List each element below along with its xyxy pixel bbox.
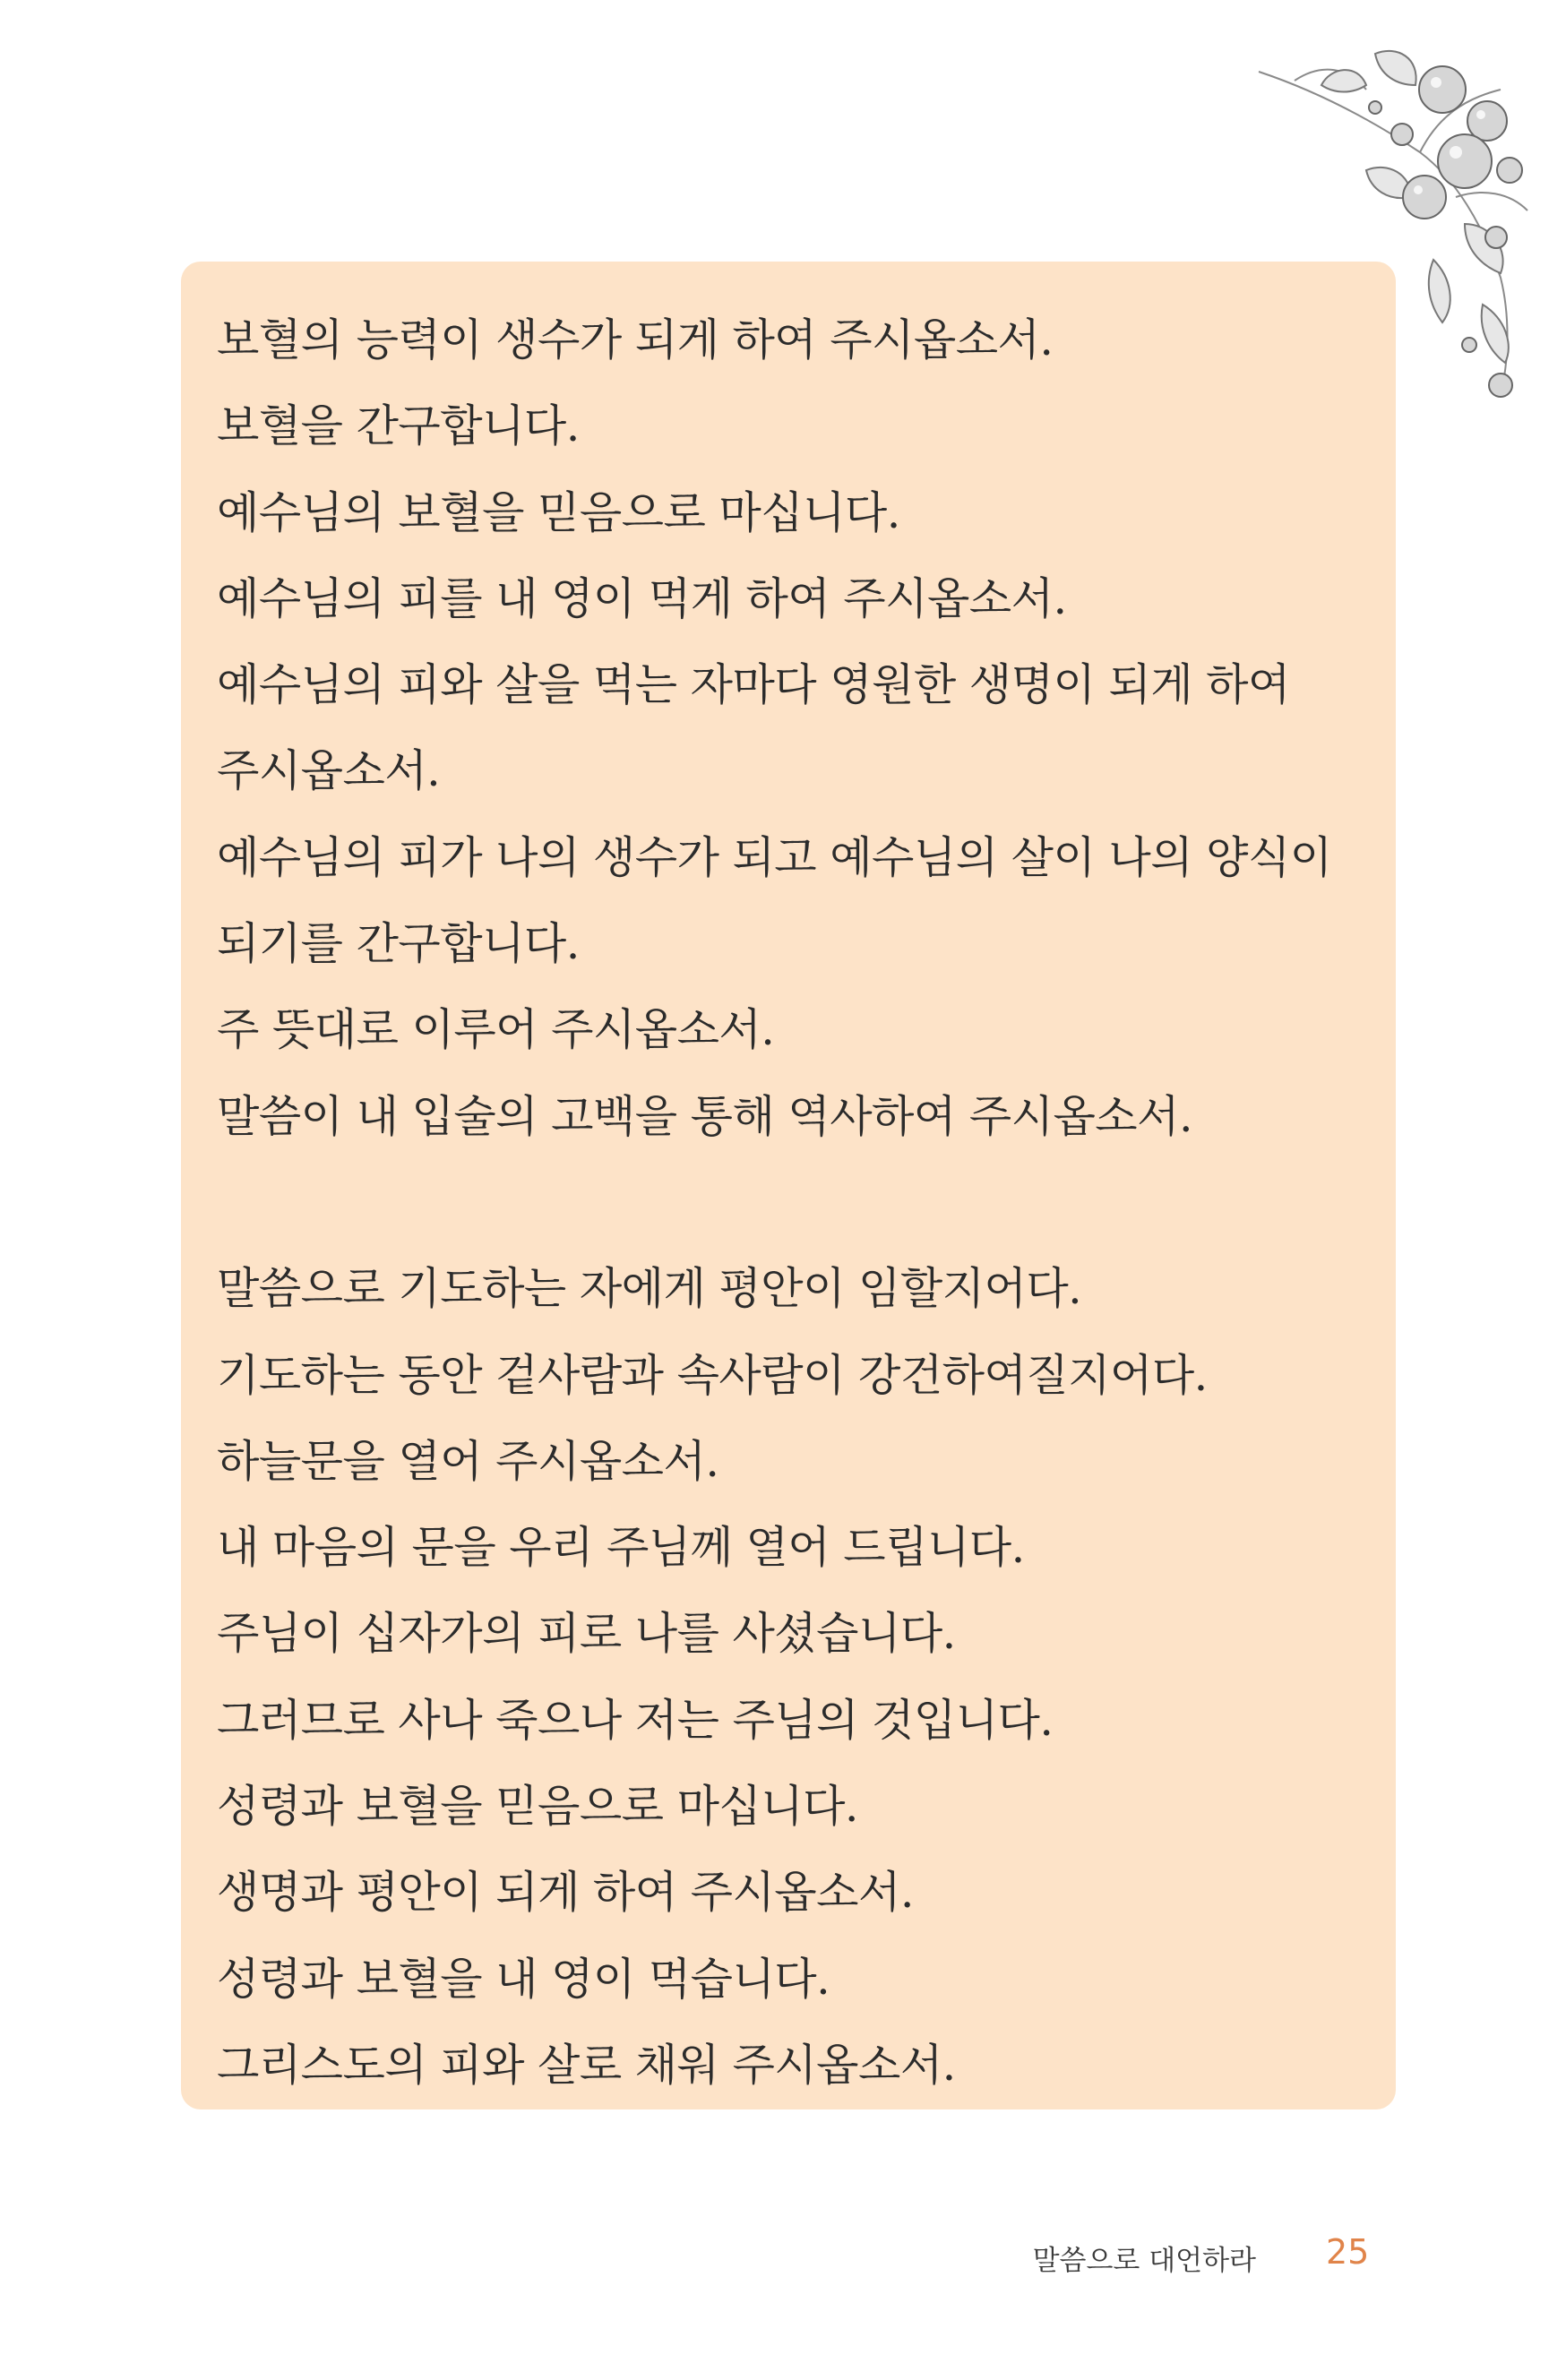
prayer-line: 보혈의 능력이 생수가 되게 하여 주시옵소서. [217, 314, 1054, 365]
prayer-line: 주시옵소서. [217, 745, 441, 797]
prayer-line: 생명과 평안이 되게 하여 주시옵소서. [217, 1867, 914, 1919]
prayer-line: 성령과 보혈을 믿음으로 마십니다. [217, 1781, 858, 1833]
prayer-line: 예수님의 피를 내 영이 먹게 하여 주시옵소서. [217, 572, 1067, 624]
prayer-line: 그리스도의 피와 살로 채워 주시옵소서. [217, 2039, 956, 2091]
prayer-line: 예수님의 보혈을 믿음으로 마십니다. [217, 486, 900, 538]
prayer-line: 되기를 간구합니다. [217, 918, 580, 970]
page-number: 25 [1326, 2232, 1370, 2272]
prayer-line: 성령과 보혈을 내 영이 먹습니다. [217, 1953, 830, 2005]
prayer-line: 말씀으로 기도하는 자에게 평안이 임할지어다. [217, 1263, 1082, 1315]
prayer-line: 예수님의 피가 나의 생수가 되고 예수님의 살이 나의 양식이 [217, 831, 1332, 883]
page-footer [0, 2232, 1566, 2277]
prayer-line: 예수님의 피와 살을 먹는 자마다 영원한 생명이 되게 하여 [217, 659, 1290, 711]
prayer-line: 그러므로 사나 죽으나 저는 주님의 것입니다. [217, 1694, 1054, 1746]
prayer-line: 주님이 십자가의 피로 나를 사셨습니다. [217, 1608, 956, 1660]
prayer-line: 보혈을 간구합니다. [217, 400, 580, 452]
prayer-text-box [181, 262, 1396, 2109]
prayer-line: 하늘문을 열어 주시옵소서. [217, 1435, 719, 1487]
stanza-1 [217, 297, 1369, 1160]
prayer-line: 말씀이 내 입술의 고백을 통해 역사하여 주시옵소서. [217, 1090, 1193, 1142]
prayer-line: 내 마음의 문을 우리 주님께 열어 드립니다. [217, 1522, 1025, 1574]
prayer-line: 기도하는 동안 겉사람과 속사람이 강건하여질지어다. [217, 1349, 1208, 1401]
running-book-title: 말씀으로 대언하라 [1032, 2245, 1256, 2277]
prayer-line: 주 뜻대로 이루어 주시옵소서. [217, 1004, 775, 1056]
stanza-2 [217, 1246, 1369, 2109]
stanza-divider [217, 1160, 1369, 1246]
